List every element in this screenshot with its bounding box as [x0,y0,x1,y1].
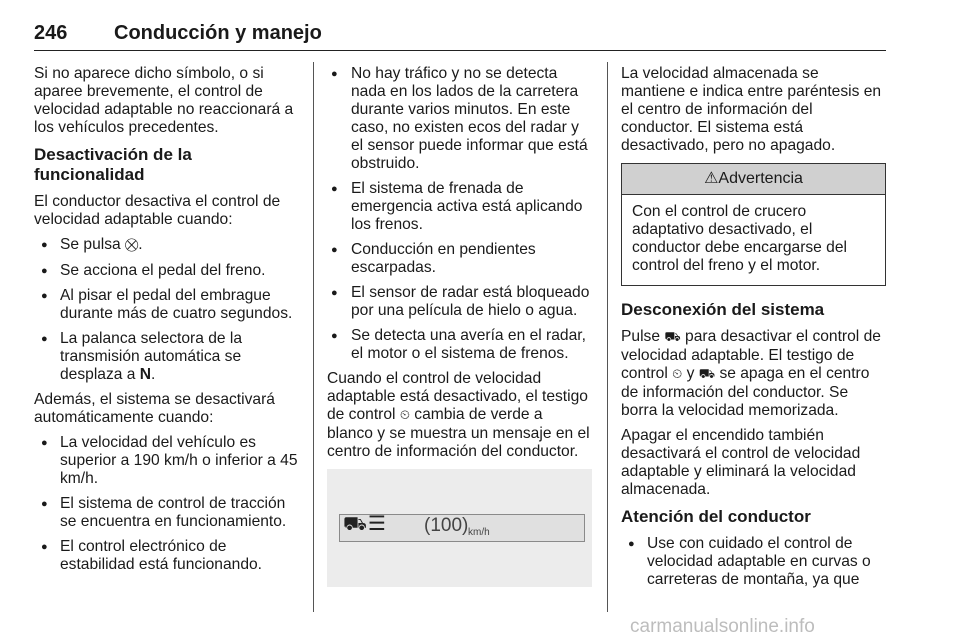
section-heading: Atención del conductor [621,507,811,526]
paragraph: Además, el sistema se desactivará automáticamente cuando: [34,391,275,426]
list-item: ● El sistema de control de tracción se encuentra en funcionamiento. [34,495,300,531]
chapter-title: Conducción y manejo [114,22,322,44]
list-item: ● Se acciona el pedal del freno. [34,262,300,280]
warning-title: Advertencia [718,170,803,187]
speed-unit: km/h [468,527,490,538]
watermark: carmanualsonline.info [630,616,815,637]
page-header [34,22,886,51]
driver-info-display-image [327,469,592,587]
following-distance-icon: ☰ [368,513,386,535]
column-divider [607,62,608,612]
car-radar-icon: ⛟ [664,330,681,345]
display-status-bar [339,514,585,542]
auto-deactivation-list [34,434,300,574]
car-radar-icon: ⛟ [343,514,367,535]
warning-body: Con el control de crucero adaptativo desactivado, el conductor debe encargarse del control del freno y el motor. [632,203,847,274]
speedometer-icon: ⏲ [399,408,410,423]
list-item: ● La palanca selectora de la transmisión automática se desplaza a N. [34,330,300,384]
list-item: ● Al pisar el pedal del embrague durante más de cuatro segundos. [34,287,300,323]
warning-box [621,163,886,286]
list-item: ● El sensor de radar está bloqueado por una película de hielo o agua. [327,284,592,320]
list-item: ● Conducción en pendientes escarpadas. [327,241,592,277]
deactivation-list-continued [327,65,592,363]
paragraph: El conductor desactiva el control de velocidad adaptable cuando: [34,193,281,228]
section-heading: Desactivación de la funcionalidad [34,145,192,184]
gear-n-label: N [139,366,152,383]
list-item: ● Se detecta una avería en el radar, el motor o el sistema de frenos. [327,327,592,363]
attention-list [621,535,886,589]
list-item: ● El control electrónico de estabilidad está funcionando. [34,538,300,574]
stored-speed: (100) [424,515,469,536]
list-item: ● Se pulsa ⛒. [34,236,300,255]
paragraph: Pulse ⛟ para desactivar el control de velocidad adaptable. El testigo de control ⏲ y ⛟ se apaga en el centro de información del conductor. Se borra la velocidad memorizada. [621,328,881,419]
cruise-cancel-icon: ⛒ [125,238,139,253]
warning-triangle-icon: ⚠ [704,170,719,187]
paragraph: Cuando el control de velocidad adaptable está desactivado, el testigo de control ⏲ cambia de verde a blanco y se muestra un mensaje en el centro de información del conductor. [327,370,590,460]
paragraph: La velocidad almacenada se mantiene e indica entre paréntesis en el centro de información del conductor. El sistema está desactivado, pero no apagado. [621,65,882,154]
warning-header [622,164,885,195]
column-left [34,65,300,581]
column-middle [327,65,592,587]
paragraph: Si no aparece dicho símbolo, o si aparee brevemente, el control de velocidad adaptable no reaccionará a los vehículos precedentes. [34,65,294,136]
list-item: ● Use con cuidado el control de velocidad adaptable en curvas o carreteras de montaña, ya que [621,535,886,589]
list-item: ● No hay tráfico y no se detecta nada en los lados de la carretera durante varios minutos. En este caso, no existen ecos del radar y el sensor puede informar que está obstruido. [327,65,592,173]
column-divider [313,62,314,612]
list-item: ● La velocidad del vehículo es superior a 190 km/h o inferior a 45 km/h. [34,434,300,488]
page-number: 246 [34,22,68,44]
car-radar-icon: ⛟ [698,367,716,382]
paragraph: Apagar el encendido también desactivará el control de velocidad adaptable y eliminará la velocidad almacenada. [621,427,861,498]
section-heading: Desconexión del sistema [621,300,825,319]
deactivation-list [34,236,300,384]
list-item: ● El sistema de frenada de emergencia activa está aplicando los frenos. [327,180,592,234]
column-right [621,65,886,596]
speedometer-icon: ⏲ [672,367,683,382]
